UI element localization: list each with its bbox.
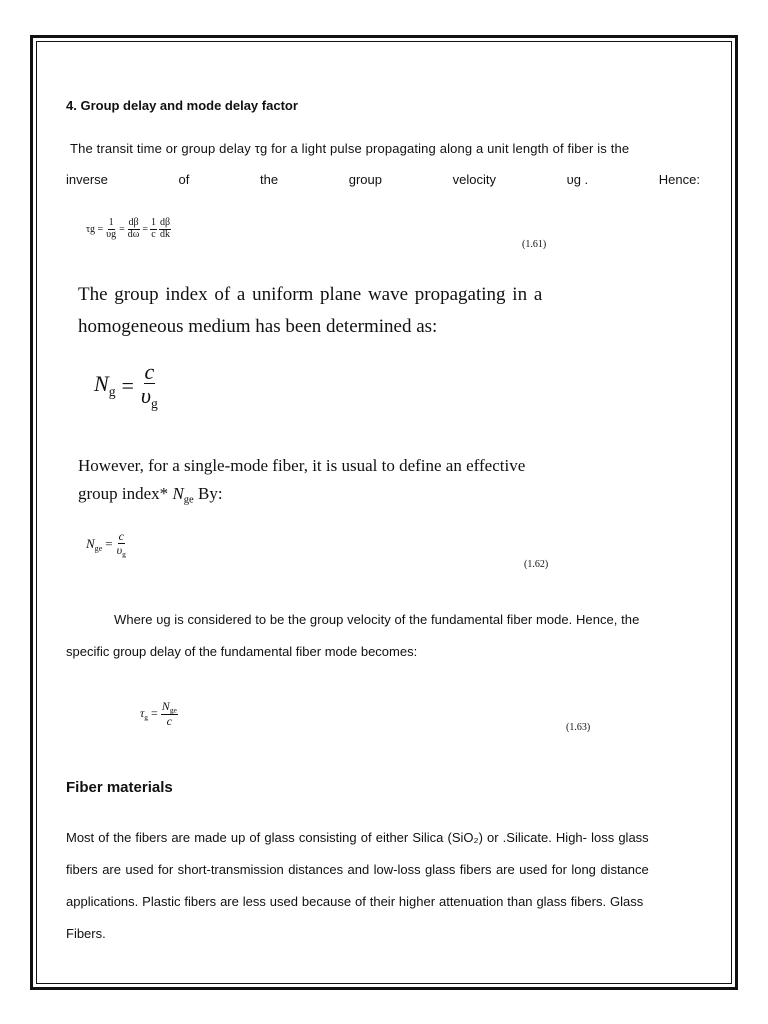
fraction xyxy=(150,218,157,240)
denominator xyxy=(140,384,159,411)
text-segment: By: xyxy=(193,484,223,503)
symbol: τ xyxy=(140,706,145,721)
section-heading: Fiber materials xyxy=(66,779,173,796)
numerator xyxy=(161,700,178,715)
subscript: ge xyxy=(94,543,103,553)
equation-number: (1.62) xyxy=(524,559,549,570)
word: the xyxy=(260,172,279,187)
text-line: Fibers. xyxy=(66,926,106,941)
eq-lhs xyxy=(140,706,148,722)
text-line: applications. Plastic fibers are less used because of their higher attenuation than glass fibers. Glass xyxy=(66,894,644,909)
paragraph-line-justified xyxy=(66,172,700,187)
text-line: fibers are used for short-transmission distances and low-loss glass fibers are used for long distance xyxy=(66,862,649,877)
numerator: dβ xyxy=(128,217,139,228)
fraction xyxy=(159,218,171,240)
text-segment: group index* xyxy=(78,484,173,503)
text-line: The transit time or group delay τg for a light pulse propagating along a unit length of fiber is the xyxy=(70,141,630,156)
equation-number: (1.61) xyxy=(522,239,547,250)
text-line: Where υg is considered to be the group velocity of the fundamental fiber mode. Hence, the xyxy=(114,612,640,627)
denominator: c xyxy=(151,228,156,240)
denominator: dk xyxy=(160,228,171,240)
eq-sign: = xyxy=(105,535,113,551)
numerator: c xyxy=(118,529,124,543)
word: inverse xyxy=(66,172,108,187)
symbol: N xyxy=(86,535,95,551)
text-line xyxy=(78,480,525,515)
equation-number: (1.63) xyxy=(566,722,591,733)
text-line: homogeneous medium has been determined as: xyxy=(78,316,438,337)
denominator: c xyxy=(166,714,172,729)
subscript: g xyxy=(151,395,158,411)
eq-lhs xyxy=(94,371,116,400)
text-line: However, for a single-mode fiber, it is usual to define an effective xyxy=(78,456,526,475)
numerator: c xyxy=(144,359,155,384)
group-index-text xyxy=(78,279,558,343)
word: velocity xyxy=(452,172,496,187)
symbol: υ xyxy=(116,542,123,557)
subscript: ge xyxy=(169,705,177,715)
word: Hence: xyxy=(658,172,700,187)
paragraph-line: specific group delay of the fundamental fiber mode becomes: xyxy=(66,644,418,659)
fiber-materials-paragraph xyxy=(66,822,700,950)
word: υg . xyxy=(566,172,589,187)
equation-ng xyxy=(94,360,159,411)
eq-lhs xyxy=(86,536,102,553)
numerator: 1 xyxy=(151,217,156,228)
fraction xyxy=(140,360,159,411)
symbol: N xyxy=(94,371,109,397)
word: of xyxy=(178,172,190,187)
eq-sign: = xyxy=(121,372,134,398)
fraction xyxy=(105,218,117,240)
paragraph-line xyxy=(70,141,700,156)
line-content: The group index of a uniform plane wave propagating in a xyxy=(78,284,543,305)
eq-sign: = xyxy=(142,223,148,235)
subscript: g xyxy=(108,383,116,399)
section-heading: 4. Group delay and mode delay factor xyxy=(66,98,298,113)
symbol: N xyxy=(172,484,184,503)
subscript: ge xyxy=(183,494,194,506)
equation-1-61 xyxy=(86,218,171,240)
symbol: N xyxy=(161,699,170,713)
denominator: dω xyxy=(127,228,140,240)
fraction xyxy=(116,530,127,558)
equation-1-63 xyxy=(140,700,178,728)
numerator: 1 xyxy=(108,217,114,228)
numerator: dβ xyxy=(160,217,171,228)
fraction xyxy=(161,700,178,728)
denominator xyxy=(116,544,127,558)
text-line xyxy=(78,279,558,311)
fraction xyxy=(127,218,141,240)
equation-1-62 xyxy=(86,530,127,558)
symbol: υ xyxy=(140,383,152,409)
eq-lhs: τg = xyxy=(86,223,104,235)
justified-text xyxy=(70,141,700,156)
denominator: υg xyxy=(106,228,117,240)
eq-sign: = xyxy=(119,223,125,235)
text-line: Most of the fibers are made up of glass consisting of either Silica (SiO₂) or .Silicate. High- loss glass xyxy=(66,830,649,845)
eq-sign: = xyxy=(151,706,158,721)
subscript: g xyxy=(144,712,149,722)
word: group xyxy=(348,172,382,187)
effective-index-text xyxy=(78,452,525,515)
paragraph-line xyxy=(114,612,700,627)
subscript: g xyxy=(122,549,126,559)
